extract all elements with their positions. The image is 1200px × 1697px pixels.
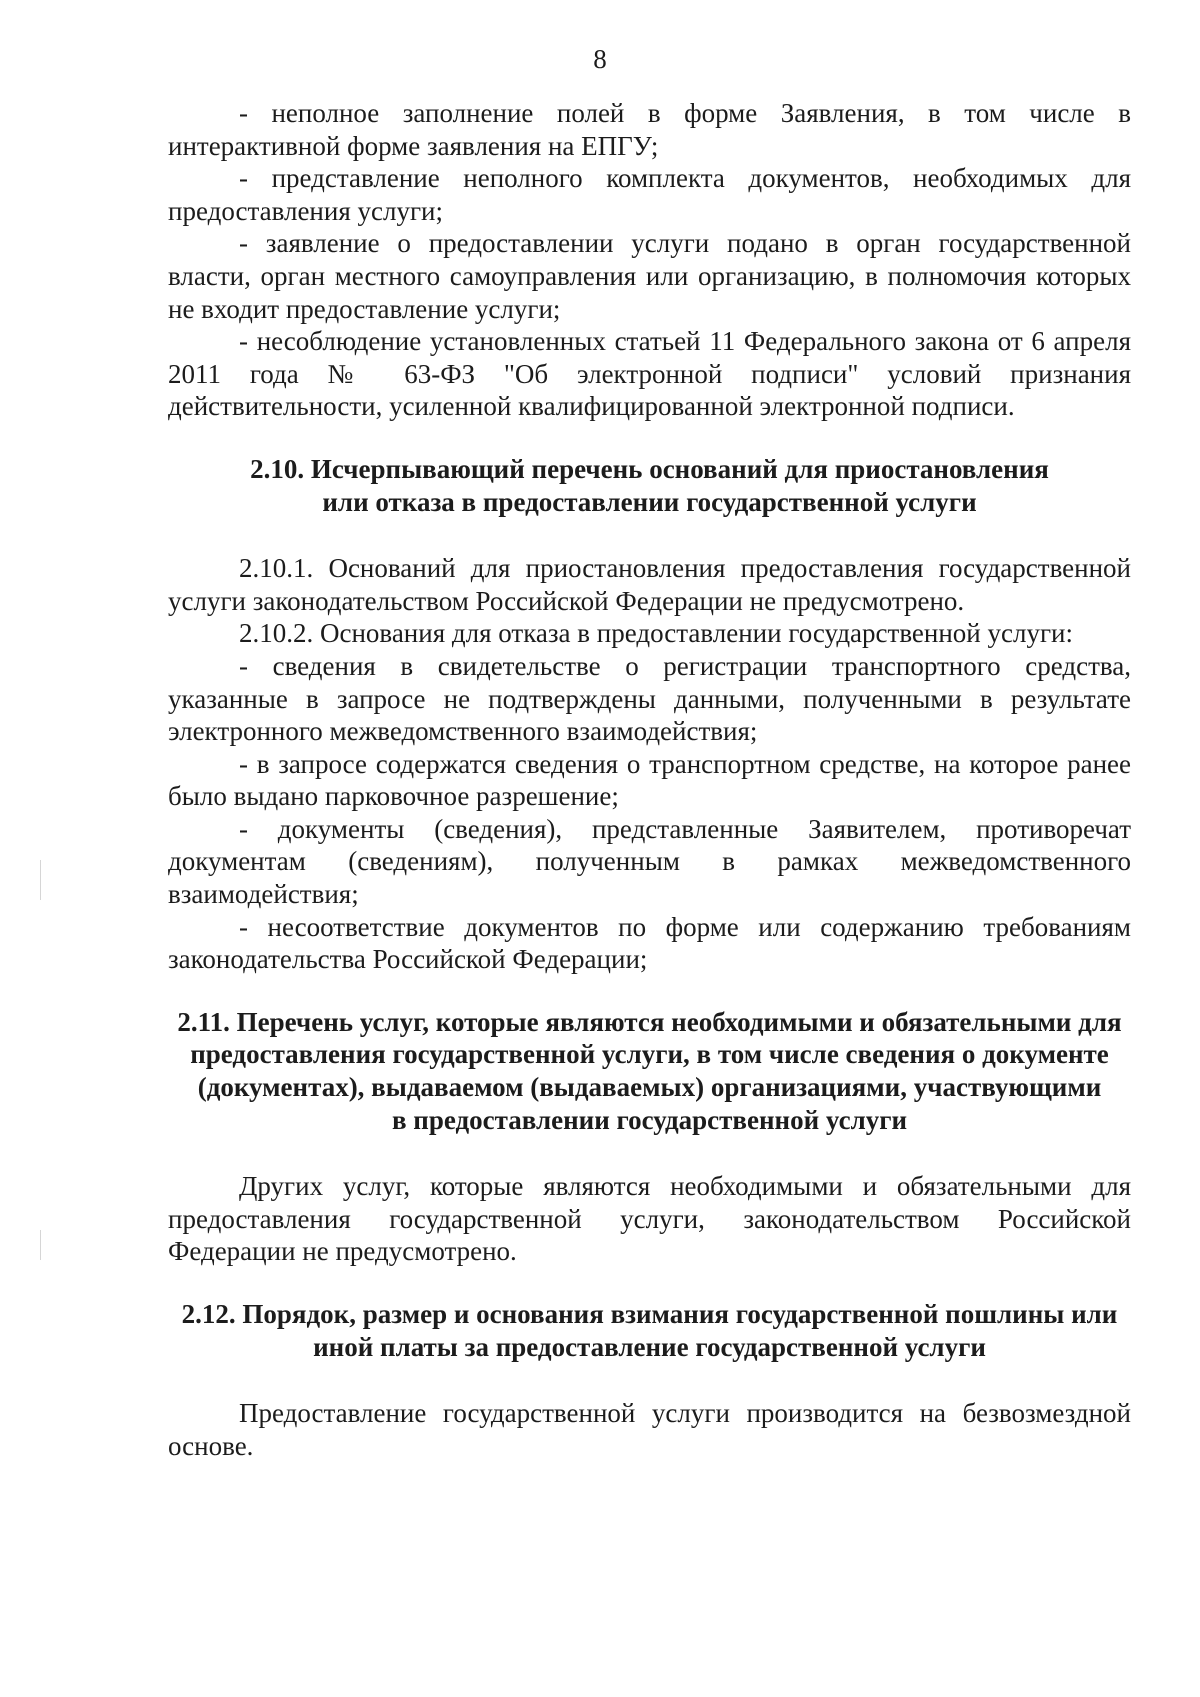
heading-line: в предоставлении государственной услуги [391,1104,908,1135]
spacer [168,1136,1131,1170]
heading-line: (документах), выдаваемом (выдаваемых) организациями, участвующими [197,1072,1102,1103]
section-heading-2-12 [168,1298,1131,1363]
document-body [168,97,1131,1462]
spacer [168,423,1131,453]
scan-edge-mark [40,1230,41,1260]
paragraph: - представление неполного комплекта документов, необходимых для предоставления услуги; [168,163,1131,226]
paragraph: - сведения в свидетельстве о регистрации транспортного средства, указанные в запросе не подтверждены данными, полученными в результате электронного межведомственного взаимодействия; [168,650,1131,747]
paragraph: - неполное заполнение полей в форме Заявления, в том числе в интерактивной форме заявления на ЕПГУ; [168,98,1131,161]
paragraph: - несоблюдение установленных статьей 11 Федерального закона от 6 апреля 2011 года № 63-ФЗ "Об электронной подписи" условий признания действительности, усиленной квалифицированной электронной подписи. [168,326,1131,422]
spacer [168,1268,1131,1298]
section-heading-2-10 [168,453,1131,518]
paragraph: 2.10.1. Оснований для приостановления предоставления государственной услуги законодательством Российской Федерации не предусмотрено. [168,553,1131,616]
heading-line: 2.12. Порядок, размер и основания взимания государственной пошлины или [181,1299,1118,1329]
section-heading-2-11 [168,1006,1131,1136]
heading-line: 2.11. Перечень услуг, которые являются необходимыми и обязательными для [177,1006,1122,1037]
spacer [168,976,1131,1006]
paragraph: Других услуг, которые являются необходимыми и обязательными для предоставления государственной услуги, законодательством Российской Федерации не предусмотрено. [168,1171,1131,1267]
paragraph: - в запросе содержатся сведения о транспортном средстве, на которое ранее было выдано парковочное разрешение; [168,748,1131,812]
paragraph: - несоответствие документов по форме или содержанию требованиям законодательства Российской Федерации; [168,911,1131,975]
heading-line: иной платы за предоставление государственной услуги [313,1331,986,1362]
scan-edge-mark [40,860,41,900]
paragraph: - документы (сведения), представленные Заявителем, противоречат документам (сведениям), полученным в рамках межведомственного взаимодействия; [168,813,1131,910]
paragraph: - заявление о предоставлении услуги подано в орган государственной власти, орган местного самоуправления или организацию, в полномочия которых не входит предоставление услуги; [168,228,1131,324]
page-number: 8 [593,44,607,74]
heading-line: предоставления государственной услуги, в том числе сведения о документе [190,1039,1109,1070]
spacer [168,518,1131,552]
heading-line: 2.10. Исчерпывающий перечень оснований для приостановления [250,453,1049,484]
paragraph: Предоставление государственной услуги производится на безвозмездной основе. [168,1398,1131,1461]
heading-line: или отказа в предоставлении государственной услуги [322,486,977,517]
paragraph: 2.10.2. Основания для отказа в предоставлении государственной услуги: [239,618,1073,649]
spacer [168,1363,1131,1397]
